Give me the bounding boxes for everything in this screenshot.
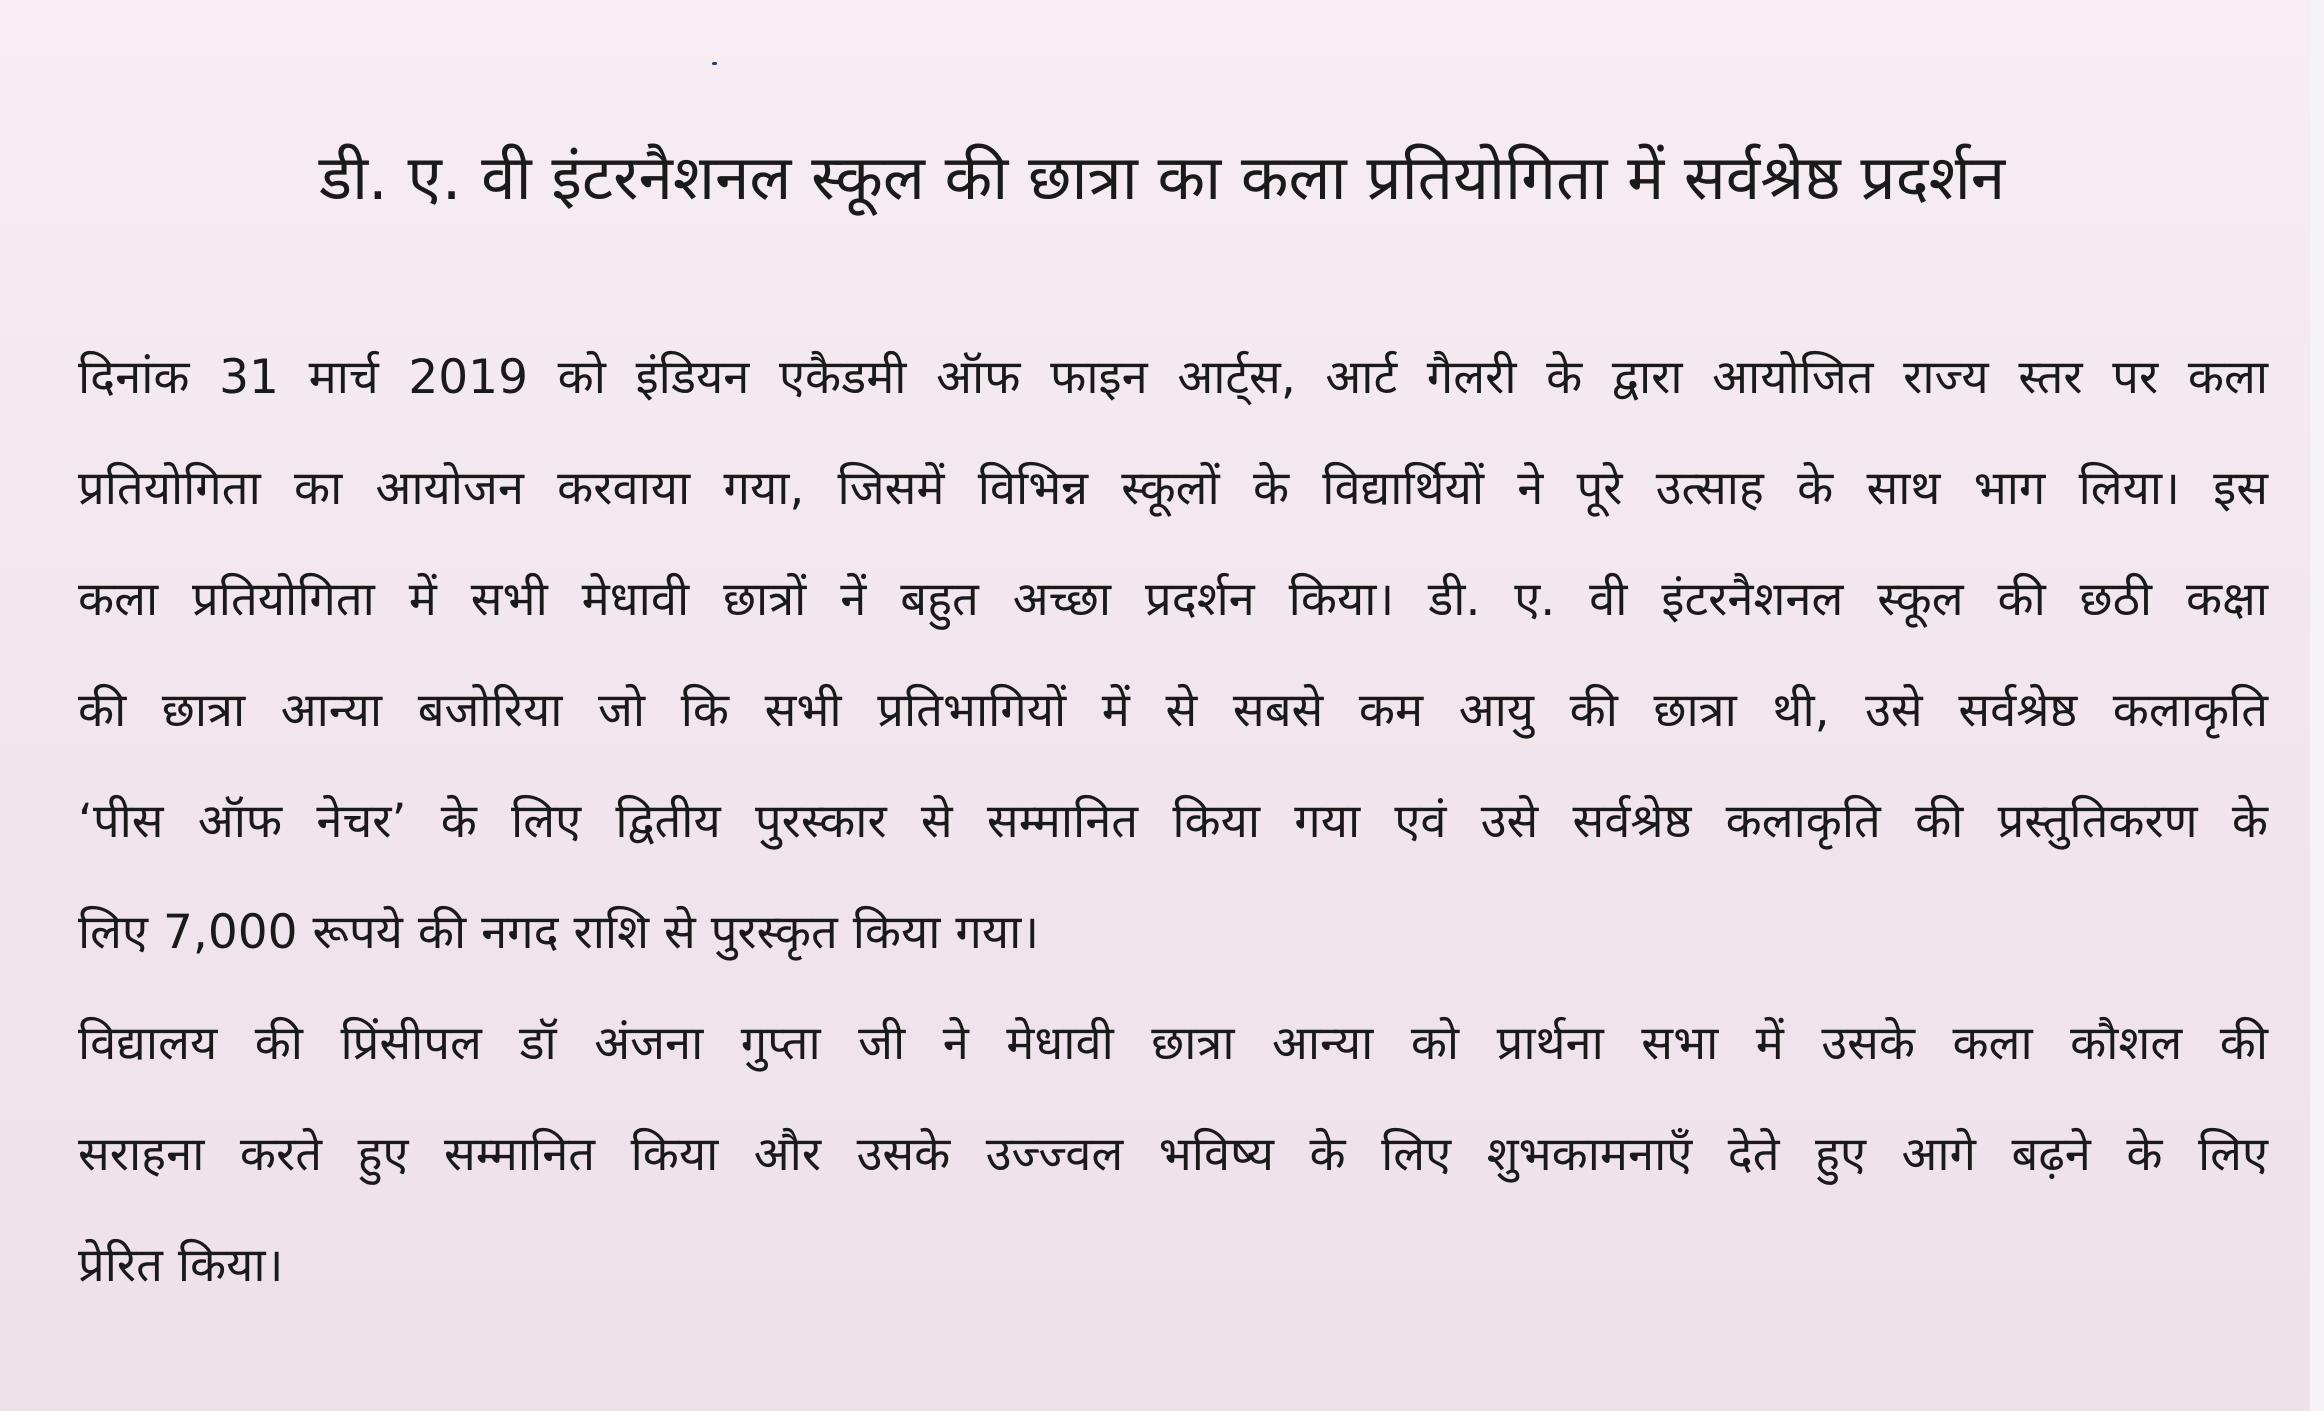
text-line: ‘पीस ऑफ नेचर’ के लिए द्वितीय पुरस्कार से सम्मानित किया गया एवं उसे सर्वश्रेष्ठ कलाकृति की प्रस्तुतिकरण के xyxy=(78,794,2268,849)
text-line: प्रतियोगिता का आयोजन करवाया गया, जिसमें विभिन्न स्कूलों के विद्यार्थियों ने पूरे उत्साह के साथ भाग लिया। इस xyxy=(78,461,2268,516)
scan-edge xyxy=(2310,0,2324,1411)
text-line: दिनांक 31 मार्च 2019 को इंडियन एकैडमी ऑफ फाइन आर्ट्स, आर्ट गैलरी के द्वारा आयोजित राज्य स्तर पर कला xyxy=(78,350,2268,405)
text-line: कला प्रतियोगिता में सभी मेधावी छात्रों नें बहुत अच्छा प्रदर्शन किया। डी. ए. वी इंटरनैशनल स्कूल की छठी कक्षा xyxy=(78,572,2268,627)
text-line: विद्यालय की प्रिंसीपल डॉ अंजना गुप्ता जी ने मेधावी छात्रा आन्या को प्रार्थना सभा में उसके कला कौशल की xyxy=(78,1016,2268,1071)
paragraph-1 xyxy=(78,333,2268,999)
text-line: प्रेरित किया। xyxy=(78,1238,284,1293)
text-line: की छात्रा आन्या बजोरिया जो कि सभी प्रतिभागियों में से सबसे कम आयु की छात्रा थी, उसे सर्वश्रेष्ठ कलाकृति xyxy=(78,683,2268,738)
ink-speck xyxy=(712,62,717,65)
paragraph-2 xyxy=(78,999,2268,1332)
document-title: डी. ए. वी इंटरनैशनल स्कूल की छात्रा का कला प्रतियोगिता में सर्वश्रेष्ठ प्रदर्शन xyxy=(318,141,2006,214)
text-line: लिए 7,000 रूपये की नगद राशि से पुरस्कृत किया गया। xyxy=(78,905,1040,960)
text-line: सराहना करते हुए सम्मानित किया और उसके उज्ज्वल भविष्य के लिए शुभकामनाएँ देते हुए आगे बढ़ने के लिए xyxy=(78,1127,2268,1182)
article-body xyxy=(78,333,2268,1332)
